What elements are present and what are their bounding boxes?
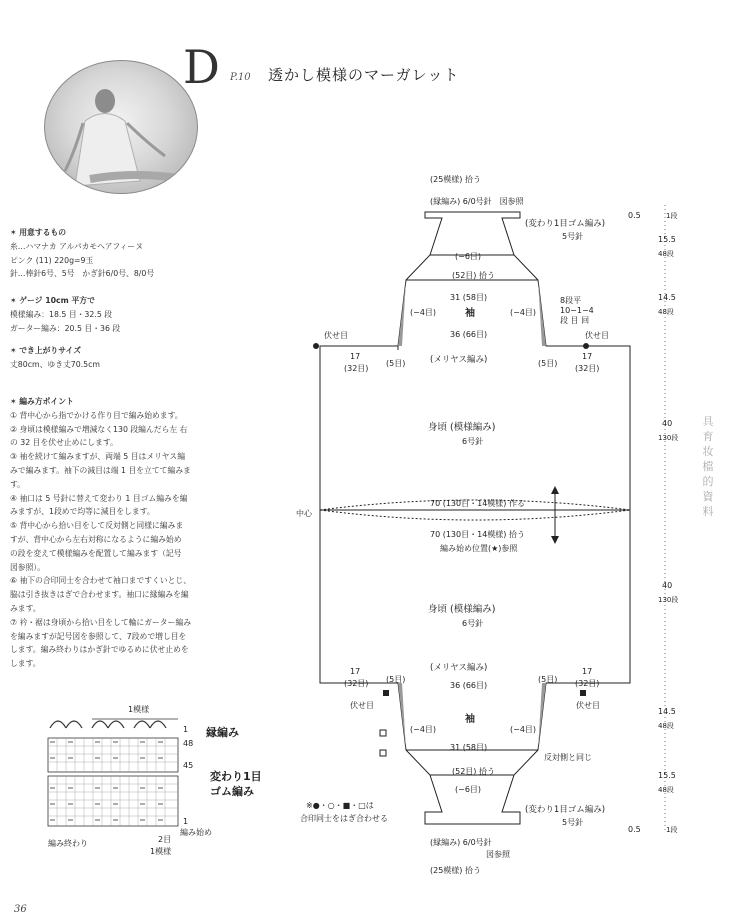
row-label: 48 [183,739,194,748]
join-mark-filled-square [580,690,586,696]
dim-label: 15.5 [658,771,676,780]
size-section [10,344,260,372]
label: 17 [582,352,593,361]
label: (−6目) [455,785,482,794]
gauge-line: ガーター編み：20.5 目・36 段 [10,323,121,333]
dim-label: 0.5 [628,211,641,220]
size-line: 丈80cm、ゆき丈70.5cm [10,359,101,369]
label: 身頃 (模様編み) [428,422,496,433]
dim-label: 130段 [658,434,679,442]
label: (変わり1目ゴム編み) [525,805,606,815]
dim-label: 48段 [658,250,674,258]
sleeve-shading [398,280,546,750]
arrow-down-icon [551,536,559,544]
label: 伏せ目 [324,331,348,340]
row-label: 45 [183,761,194,770]
repeat-label: 1模様 [128,705,150,714]
photo-page-reference: P.10 [230,72,251,83]
garment-schematic [280,160,700,890]
points-line: を編みますが記号図を参照して、7段めで増し目を [10,631,187,641]
label: (変わり1目ゴム編み) [525,219,606,229]
chart-legend-rib: 変わり1目 [210,770,262,783]
dim-label: 15.5 [658,235,676,244]
pattern-title: 透かし模様のマーガレット [268,66,460,84]
label: 中心 [296,509,312,518]
label: 5号針 [562,818,584,827]
label: (52目) 拾う [452,767,495,776]
dim-label: 0.5 [628,825,641,834]
label: (−4目) [410,725,437,734]
label: 5号針 [562,232,584,241]
points-line: ⑦ 衿・裾は身頃から拾い目をして輪にガーター編み [10,617,191,627]
symbol-chart [0,700,290,870]
join-mark-filled-circle [313,343,319,349]
label: (32目) [344,679,369,688]
dim-label: 1段 [666,212,678,220]
dim-label: 48段 [658,786,674,794]
arrow-up-icon [551,486,559,494]
gauge-heading: ✶ ゲージ 10cm 平方で [10,296,95,305]
label: 36 (66目) [450,681,488,690]
points-line: すが、背中心から左右対称になるように編み始め [10,534,182,544]
points-line: 図参照）。 [10,562,46,572]
label: (25模様) 拾う [430,866,481,875]
points-line: ⑤ 背中心から拾い目をして反対側と同様に編みま [10,521,184,531]
dim-label: 1段 [666,826,678,834]
label: 伏せ目 [576,701,600,710]
chart-grid-upper [48,738,178,772]
chart-end-label: 編み終わり [48,839,88,848]
watermark-side-text: 具育妆檔的資料 [702,415,714,518]
label: 70 (130目・14模様) 作る [430,499,525,508]
gauge-line: 模様編み：18.5 目・32.5 段 [10,309,113,319]
edging-scallops [50,721,166,728]
one-repeat-label: 1模様 [150,847,172,856]
label: (縁編み) 6/0号針 図参照 [430,197,524,206]
label: (32目) [344,364,369,373]
dim-label: 48段 [658,308,674,316]
chart-grid-lower [48,776,178,826]
size-heading: ✶ でき上がりサイズ [10,346,81,355]
materials-line: 糸…ハマナカ アルパカモヘアフィーヌ [10,241,143,251]
dim-label: 48段 [658,722,674,730]
label: 段 目 回 [560,316,590,325]
model-photo [44,60,198,194]
label: 10−1−4 [560,306,594,315]
join-mark-filled-square [383,690,389,696]
label: (32目) [575,364,600,373]
label: (5目) [386,359,406,368]
label: (5目) [538,675,558,684]
label: 31 (58目) [450,743,488,752]
dim-label: 14.5 [658,293,676,302]
chart-legend-rib: ゴム編み [210,785,254,798]
two-stitch-label: 2目 [158,835,172,844]
label: 袖 [465,308,475,319]
points-line: ④ 袖口は 5 号針に替えて変わり 1 目ゴム編みを編 [10,493,188,503]
points-line: します。編み終わりはかぎ針でゆるめに伏せ止めを [10,645,189,655]
label: (メリヤス編み) [430,663,488,673]
label: 伏せ目 [350,701,374,710]
label: 8段平 [560,296,582,305]
label: 70 (130目・14模様) 拾う [430,530,525,539]
label: (−4目) [510,308,537,317]
label: 6号針 [462,619,484,628]
label: 袖 [465,714,475,725]
label: (5目) [538,359,558,368]
label: 31 (58目) [450,293,488,302]
pattern-letter: D [183,40,220,94]
label: 17 [350,667,361,676]
label: 合印同士をはぎ合わせる [300,814,388,823]
label: 6号針 [462,437,484,446]
points-line: ⑥ 袖下の合印同士を合わせて袖口まですくいとじ、 [10,576,191,586]
chart-start-label: 編み始め [180,828,212,837]
dim-label: 14.5 [658,707,676,716]
dim-label: 130段 [658,596,679,604]
label: 図参照 [486,850,510,859]
row-label: 1 [183,817,189,826]
label: 身頃 (模様編み) [428,604,496,615]
label: (5目) [386,675,406,684]
points-line: の段を変えて模様編みを配置して編みます（記号 [10,548,182,558]
schematic-outline [320,212,630,824]
points-line: 脇は引き抜きはぎで合わせます。袖口に縁編みを編 [10,590,189,600]
points-line: す。 [10,479,25,489]
join-mark-open-square [380,750,386,756]
join-mark-open-square [380,730,386,736]
materials-heading: ✶ 用意するもの [10,228,67,237]
points-line: ② 身頃は模様編みで増減なく130 段編んだら左 右 [10,424,188,434]
row-label: 1 [183,725,189,734]
points-line: します。 [10,659,41,669]
label: 伏せ目 [585,331,609,340]
points-line: の 32 目を伏せ止めにします。 [10,438,118,448]
label: ※●・○・■・□は [306,801,374,810]
label: (−4目) [510,725,537,734]
label: 17 [350,352,361,361]
join-mark-filled-circle [583,343,589,349]
page-number: 36 [14,904,27,915]
label: 36 (66目) [450,330,488,339]
label: (−6目) [455,252,482,261]
label: (52目) 拾う [452,271,495,280]
dim-label: 40 [662,419,673,428]
model-figure-illustration [45,61,197,193]
chart-legend-edging: 縁編み [206,726,239,739]
points-line: ① 背中心から指でかける作り目で編み始めます。 [10,410,183,420]
label: 編み始め位置(★)参照 [440,544,518,553]
materials-line: ピンク (11) 220g=9玉 [10,255,94,265]
label: (−4目) [410,308,437,317]
label: (メリヤス編み) [430,355,488,365]
label: (32目) [575,679,600,688]
points-line: みますが、1段めで均等に減目をします。 [10,507,155,517]
points-line: ③ 袖を続けて編みますが、両端 5 目はメリヤス編 [10,452,186,462]
label: (25模様) 拾う [430,175,481,184]
points-heading: ✶ 編み方ポイント [10,397,74,406]
materials-line: 針…棒針6号、5号 かぎ針6/0号、8/0号 [10,269,155,279]
label: 反対側と同じ [544,753,592,762]
materials-section [10,226,260,281]
points-line: みで編みます。袖下の減目は端 1 目を立てて編みま [10,465,191,475]
points-line: みます。 [10,603,41,613]
gauge-section [10,294,260,335]
knitting-points-section [10,395,272,671]
label: 17 [582,667,593,676]
label: (縁編み) 6/0号針 [430,838,492,847]
dim-label: 40 [662,581,673,590]
